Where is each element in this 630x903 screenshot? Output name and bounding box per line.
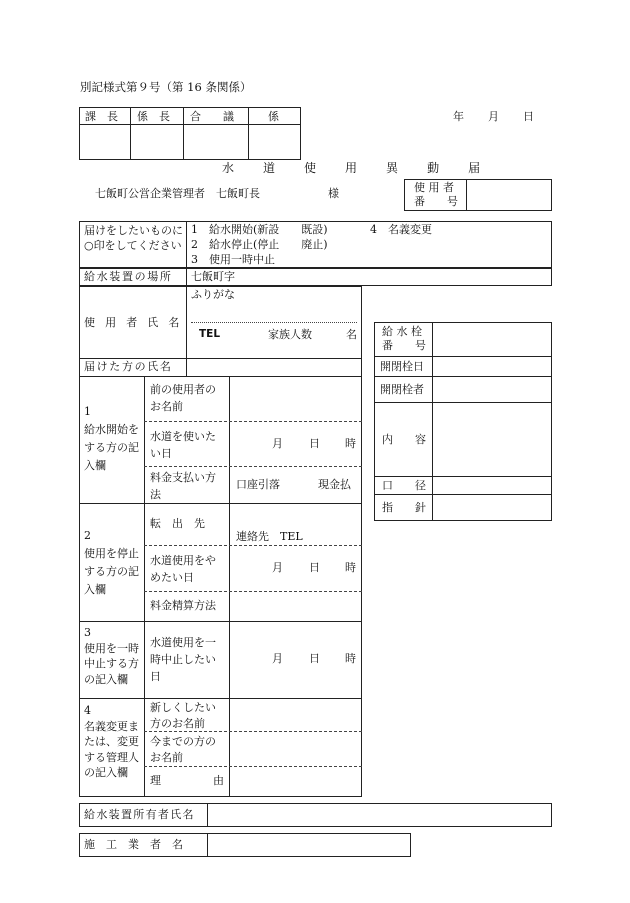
- recipient-name: 七飯町公営企業管理者 七飯町長: [95, 187, 260, 200]
- section3-suspend-date-label: 水道使用を一時中止したい日: [150, 636, 216, 683]
- section4-new-name-label: 新しくしたい方のお名前: [150, 701, 216, 730]
- section2-label: 2 使用を停止する方の記入欄: [84, 529, 139, 596]
- content-field[interactable]: [433, 403, 551, 475]
- purpose-option-name-change[interactable]: 4 名義変更: [370, 223, 432, 236]
- diameter-field[interactable]: [433, 477, 551, 493]
- section2-settlement-field[interactable]: [230, 592, 361, 620]
- tel-label: TEL: [199, 328, 221, 340]
- contractor-name-field[interactable]: [208, 834, 410, 856]
- purpose-option-start[interactable]: 1 給水開始(新設 既設): [191, 223, 328, 236]
- tap-number-label-line1: 給 水 栓: [382, 325, 422, 338]
- section1-day-label: 日: [309, 437, 320, 450]
- form-reference: 別記様式第９号（第 16 条関係）: [80, 80, 252, 94]
- contractor-label: 施 工 業 者 名: [84, 838, 183, 851]
- location-value[interactable]: 七飯町字: [191, 270, 235, 283]
- location-label: 給水装置の場所: [84, 270, 173, 283]
- furigana-label: ふりがな: [191, 288, 235, 301]
- section1-prev-user-field[interactable]: [230, 377, 361, 420]
- section4-old-name-label: 今までの方のお名前: [150, 735, 216, 764]
- section4-new-name-field[interactable]: [230, 699, 361, 730]
- user-number-label-line2: 番 号: [414, 195, 458, 208]
- approval-stamp-staff[interactable]: [249, 125, 300, 159]
- section1-label: 1 給水開始をする方の記入欄: [84, 405, 139, 472]
- tap-number-label-line2: 番 号: [382, 339, 426, 352]
- approval-stamp-consultation[interactable]: [184, 125, 247, 159]
- date-day-label: 日: [523, 110, 534, 123]
- approval-stamp-sub-chief[interactable]: [131, 125, 182, 159]
- open-date-label: 開閉栓日: [380, 360, 424, 373]
- section4-reason-label-a: 理: [150, 774, 161, 787]
- section4-label: 4 名義変更または、変更する管理人の記入欄: [84, 704, 139, 779]
- date-month-label: 月: [488, 110, 499, 123]
- diameter-label: 口 径: [382, 479, 426, 492]
- open-worker-label: 開閉栓者: [380, 383, 424, 396]
- section2-contact-tel-label: 連絡先 TEL: [236, 530, 303, 543]
- purpose-label: 届けをしたいものに○印をしてください: [84, 224, 183, 252]
- section1-hour-label: 時: [345, 437, 356, 450]
- section2-destination-label: 転 出 先: [150, 517, 205, 530]
- section1-prev-user-label: 前の使用者のお名前: [150, 383, 216, 413]
- section2-settlement-label: 料金精算方法: [150, 599, 216, 612]
- section4-reason-field[interactable]: [230, 767, 361, 796]
- owner-name-field[interactable]: [208, 804, 551, 826]
- purpose-option-stop[interactable]: 2 給水停止(停止 廃止): [191, 238, 328, 251]
- recipient-honorific: 様: [328, 187, 339, 200]
- section3-day-label: 日: [309, 652, 320, 665]
- approval-stamp-section-chief[interactable]: [80, 125, 129, 159]
- user-name-label: 使 用 者 氏 名: [84, 316, 183, 329]
- submitter-name-field[interactable]: [187, 359, 361, 375]
- date-year-label: 年: [453, 110, 464, 123]
- form-title: 水 道 使 用 異 動 届: [222, 161, 493, 175]
- open-worker-field[interactable]: [433, 377, 551, 401]
- approval-label-section-chief: 課 長: [85, 110, 118, 123]
- family-count-label: 家族人数: [268, 328, 312, 341]
- purpose-option-suspend[interactable]: 3 使用一時中止: [191, 253, 275, 266]
- section4-reason-label-b: 由: [213, 774, 224, 787]
- section2-destination-field[interactable]: [230, 504, 361, 528]
- section1-payment-cash[interactable]: 現金払: [318, 478, 351, 491]
- tap-number-field[interactable]: [433, 323, 551, 355]
- section1-start-date-label: 水道を使いたい日: [150, 430, 216, 460]
- section2-hour-label: 時: [345, 561, 356, 574]
- section3-hour-label: 時: [345, 652, 356, 665]
- family-count-unit: 名: [346, 328, 357, 341]
- content-label: 内 容: [382, 433, 426, 446]
- approval-label-consultation: 合 議: [190, 110, 234, 123]
- approval-label-staff: 係: [268, 110, 279, 123]
- approval-label-sub-chief: 係 長: [137, 110, 170, 123]
- section1-payment-label: 料金支払い方法: [150, 471, 216, 501]
- user-name-field[interactable]: [191, 302, 357, 320]
- user-number-label-line1: 使 用 者: [414, 181, 454, 194]
- owner-label: 給水装置所有者氏名: [84, 808, 195, 821]
- meter-label: 指 針: [382, 501, 426, 514]
- section1-month-label: 月: [272, 437, 283, 450]
- section2-month-label: 月: [272, 561, 283, 574]
- open-date-field[interactable]: [433, 357, 551, 375]
- submitter-label: 届けた方の氏名: [84, 360, 173, 373]
- section2-day-label: 日: [309, 561, 320, 574]
- section1-payment-bank[interactable]: 口座引落: [236, 478, 280, 491]
- section3-month-label: 月: [272, 652, 283, 665]
- section2-stop-date-label: 水道使用をやめたい日: [150, 554, 216, 584]
- section4-old-name-field[interactable]: [230, 732, 361, 765]
- section3-label: 3 使用を一時中止する方の記入欄: [84, 626, 139, 686]
- meter-field[interactable]: [433, 495, 551, 520]
- user-number-field[interactable]: [467, 180, 551, 210]
